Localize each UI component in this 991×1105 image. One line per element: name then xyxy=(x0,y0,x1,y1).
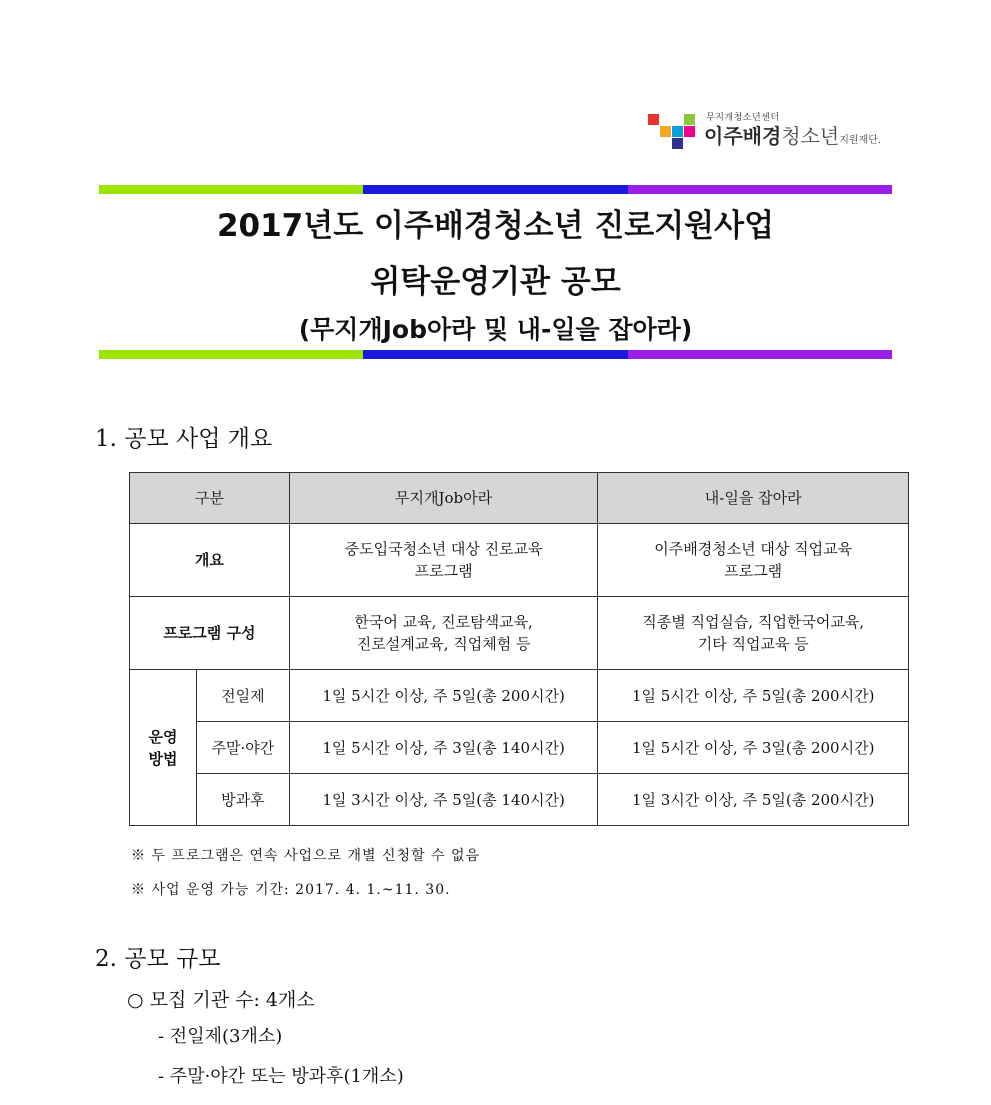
foundation-logo xyxy=(648,110,898,152)
bar-segment xyxy=(628,350,892,359)
title-line-1: 2017년도 이주배경청소년 진로지원사업 xyxy=(216,208,775,244)
overview-table xyxy=(129,472,909,826)
table-row xyxy=(130,774,909,826)
cell-line: 이주배경청소년 대상 직업교육 xyxy=(654,540,853,558)
header-program-2: 내-일을 잡아라 xyxy=(598,473,909,524)
overview-program-1 xyxy=(289,524,598,597)
logo-square xyxy=(672,126,683,137)
program-composition-1 xyxy=(289,597,598,670)
table-row-overview xyxy=(130,524,909,597)
logo-square xyxy=(672,138,683,149)
sub-item: - 주말·야간 또는 방과후(1개소) xyxy=(158,1066,404,1087)
operation-detail-1: 1일 5시간 이상, 주 5일(총 200시간) xyxy=(289,670,598,722)
cell-line: 프로그램 xyxy=(414,562,473,580)
operation-type: 전일제 xyxy=(196,670,289,722)
table-header-row xyxy=(130,473,909,524)
bar-segment xyxy=(363,350,627,359)
operation-detail-1: 1일 5시간 이상, 주 3일(총 140시간) xyxy=(289,722,598,774)
row-label-program: 프로그램 구성 xyxy=(130,597,290,670)
section-1-heading: 1. 공모 사업 개요 xyxy=(95,426,273,452)
cell-line: 운영 xyxy=(148,727,178,746)
bar-segment xyxy=(363,185,627,194)
row-label-overview: 개요 xyxy=(130,524,290,597)
logo-text-part: 청소년 xyxy=(781,124,840,148)
operation-detail-2: 1일 5시간 이상, 주 3일(총 200시간) xyxy=(598,722,909,774)
logo-text-part: 이주배경 xyxy=(704,124,782,148)
title-line-2: 위탁운영기관 공모 xyxy=(370,264,621,300)
bar-segment xyxy=(99,185,363,194)
logo-square xyxy=(684,126,695,137)
logo-text xyxy=(704,120,881,149)
bar-segment xyxy=(628,185,892,194)
title-bar-top xyxy=(99,185,892,194)
program-composition-2 xyxy=(598,597,909,670)
logo-square xyxy=(684,114,695,125)
cell-line: 기타 직업교육 등 xyxy=(697,635,809,653)
title-bar-bottom xyxy=(99,350,892,359)
cell-line: 방법 xyxy=(148,749,178,768)
bar-segment xyxy=(99,350,363,359)
header-category: 구분 xyxy=(130,473,290,524)
logo-square xyxy=(648,114,659,125)
cell-line: 진로설계교육, 직업체험 등 xyxy=(356,635,531,653)
operation-detail-2: 1일 3시간 이상, 주 5일(총 200시간) xyxy=(598,774,909,826)
note-line: ※ 사업 운영 가능 기간: 2017. 4. 1.~11. 30. xyxy=(131,882,451,898)
cell-line: 프로그램 xyxy=(724,562,783,580)
operation-type: 주말·야간 xyxy=(196,722,289,774)
table-row xyxy=(130,670,909,722)
table-row xyxy=(130,722,909,774)
cell-line: 중도입국청소년 대상 진로교육 xyxy=(344,540,543,558)
logo-mosaic-icon xyxy=(648,114,696,150)
logo-square xyxy=(660,126,671,137)
cell-line: 직종별 직업실습, 직업한국어교육, xyxy=(642,613,865,631)
logo-subtitle: 무지개청소년센터 xyxy=(706,113,780,123)
cell-line: 한국어 교육, 진로탐색교육, xyxy=(354,613,533,631)
note-line: ※ 두 프로그램은 연속 사업으로 개별 신청할 수 없음 xyxy=(131,848,481,864)
operation-type: 방과후 xyxy=(196,774,289,826)
logo-text-part: 지원재단. xyxy=(839,135,882,146)
recruit-count: ○ 모집 기관 수: 4개소 xyxy=(127,989,315,1011)
sub-item: - 전일제(3개소) xyxy=(158,1026,283,1047)
overview-program-2 xyxy=(598,524,909,597)
table-row-program xyxy=(130,597,909,670)
operation-detail-1: 1일 3시간 이상, 주 5일(총 140시간) xyxy=(289,774,598,826)
section-2-heading: 2. 공모 규모 xyxy=(95,946,221,972)
title-line-3: (무지개Job아라 및 내-일을 잡아라) xyxy=(298,315,693,344)
header-program-1: 무지개Job아라 xyxy=(289,473,598,524)
operation-detail-2: 1일 5시간 이상, 주 5일(총 200시간) xyxy=(598,670,909,722)
row-label-operation xyxy=(130,670,197,826)
